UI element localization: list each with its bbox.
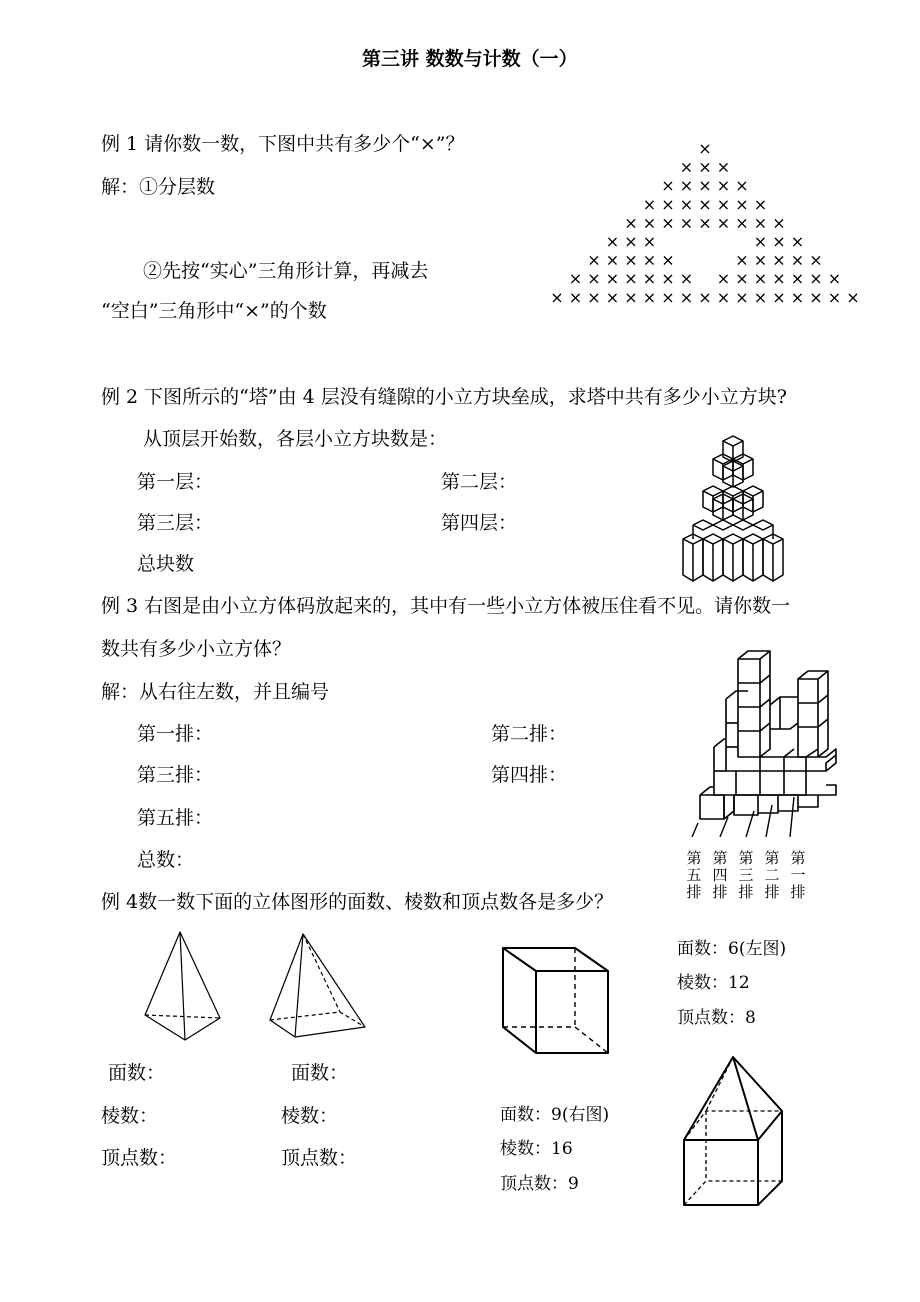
layer1-label: 第一层： — [137, 471, 214, 493]
cross-mark: × — [753, 269, 768, 289]
total-label: 总数： — [137, 849, 195, 871]
cross-mark: × — [753, 232, 768, 251]
cross-mark: × — [735, 213, 749, 233]
cross-mark: × — [735, 250, 749, 270]
cross-mark: × — [587, 269, 601, 289]
cross-mark: × — [698, 287, 712, 307]
cross-mark: × — [735, 269, 749, 289]
cross-mark: × — [642, 213, 657, 233]
cross-mark: × — [679, 269, 694, 289]
cross-mark: × — [735, 287, 749, 307]
cross-mark: × — [661, 287, 675, 307]
cross-mark: × — [679, 176, 694, 196]
shape2-vertices-label: 顶点数： — [281, 1147, 358, 1169]
tower-layer-1 — [723, 436, 743, 462]
cross-mark: × — [661, 194, 675, 214]
page-title: 第三讲 数数与计数（一） — [362, 48, 578, 70]
cross-mark: × — [772, 250, 786, 270]
cross-mark: × — [661, 269, 675, 289]
layer3-label: 第三层： — [137, 512, 214, 534]
example1-solution-step1: 解：①分层数 — [101, 176, 216, 198]
cross-mark: × — [698, 139, 712, 158]
cross-mark: × — [642, 194, 657, 214]
cross-mark: × — [568, 269, 583, 289]
cross-mark: × — [827, 287, 842, 307]
cross-mark: × — [605, 250, 620, 270]
cross-mark: × — [772, 232, 786, 251]
cube-tower-figure — [676, 435, 790, 587]
cross-mark: × — [716, 157, 731, 177]
row-label-1: 第一排 — [790, 849, 806, 901]
cross-mark: × — [624, 250, 638, 270]
cross-mark: × — [661, 213, 675, 233]
cross-mark: × — [716, 213, 731, 233]
cross-mark: × — [790, 269, 805, 289]
cross-mark: × — [716, 176, 731, 196]
cross-triangle-figure — [540, 140, 870, 310]
cross-mark: × — [679, 213, 694, 233]
row3-label: 第三排： — [137, 764, 214, 786]
layer2-label: 第二层： — [441, 471, 518, 493]
cross-mark: × — [642, 269, 657, 289]
cross-mark: × — [605, 269, 620, 289]
cross-mark: × — [716, 194, 731, 214]
row2-label: 第二排： — [491, 723, 568, 745]
row1-label: 第一排： — [137, 723, 214, 745]
total-blocks-label: 总块数 — [137, 553, 195, 575]
cross-mark: × — [587, 250, 601, 270]
row5-label: 第五排： — [137, 807, 214, 829]
cross-mark: × — [605, 232, 620, 251]
triangular-pyramid-figure — [140, 930, 230, 1045]
cross-mark: × — [698, 157, 712, 177]
cross-mark: × — [568, 287, 583, 307]
cross-mark: × — [753, 194, 768, 214]
cross-mark: × — [698, 194, 712, 214]
cross-mark: × — [735, 176, 749, 196]
cube-figure — [500, 945, 615, 1057]
cross-mark: × — [809, 287, 823, 307]
example2-intro: 从顶层开始数，各层小立方块数是： — [143, 428, 448, 450]
cross-mark: × — [753, 287, 768, 307]
cross-mark: × — [624, 269, 638, 289]
cross-mark: × — [661, 250, 675, 270]
square-pyramid-figure — [265, 932, 370, 1042]
cross-mark: × — [753, 213, 768, 233]
cross-mark: × — [809, 250, 823, 270]
cross-mark: × — [605, 287, 620, 307]
cross-mark: × — [790, 232, 805, 251]
cross-mark: × — [809, 269, 823, 289]
cube-edges-text: 棱数：12 — [677, 973, 750, 993]
shape1-edges-label: 棱数： — [101, 1105, 159, 1127]
cross-mark: × — [550, 287, 564, 307]
example4-question: 例 4数一数下面的立体图形的面数、棱数和顶点数各是多少？ — [101, 891, 614, 913]
row-label-3: 第三排 — [738, 849, 754, 901]
cross-mark: × — [624, 213, 638, 233]
row4-label: 第四排： — [491, 764, 568, 786]
cube-vertices-text: 顶点数：8 — [677, 1008, 756, 1028]
example1-solution-step2-cont: “空白”三角形中“×”的个数 — [101, 300, 327, 322]
cross-mark: × — [698, 176, 712, 196]
cross-mark: × — [753, 250, 768, 270]
stacked-cubes-figure — [690, 645, 850, 845]
example3-question-cont: 数共有多少小立方体？ — [101, 638, 292, 660]
cross-mark: × — [846, 287, 860, 307]
shape2-faces-label: 面数： — [291, 1062, 349, 1084]
tower-layer-3 — [703, 486, 763, 520]
cross-mark: × — [661, 176, 675, 196]
row-label-5: 第五排 — [686, 849, 702, 901]
layer4-label: 第四层： — [441, 512, 518, 534]
shape1-vertices-label: 顶点数： — [101, 1147, 178, 1169]
cross-mark: × — [679, 194, 694, 214]
example1-question: 例 1 请你数一数，下图中共有多少个“×”？ — [101, 133, 465, 155]
cross-mark: × — [772, 213, 786, 233]
cross-mark: × — [679, 287, 694, 307]
cross-mark: × — [772, 287, 786, 307]
house-vertices-text: 顶点数：9 — [500, 1174, 579, 1194]
cross-mark: × — [790, 287, 805, 307]
cross-mark: × — [735, 194, 749, 214]
cross-mark: × — [624, 232, 638, 251]
cube-faces-text: 面数：6(左图) — [677, 939, 787, 959]
row-label-4: 第四排 — [712, 849, 728, 901]
cross-mark: × — [642, 232, 657, 251]
cross-mark: × — [827, 269, 842, 289]
example3-solution: 解：从右往左数，并且编号 — [101, 681, 330, 703]
cross-mark: × — [624, 287, 638, 307]
row-label-2: 第二排 — [764, 849, 780, 901]
cross-mark: × — [679, 157, 694, 177]
cross-mark: × — [642, 287, 657, 307]
tower-layer-4 — [683, 520, 783, 581]
cross-mark: × — [587, 287, 601, 307]
cross-mark: × — [716, 287, 731, 307]
cross-mark: × — [698, 213, 712, 233]
cross-mark: × — [716, 269, 731, 289]
example1-solution-step2: ②先按“实心”三角形计算，再减去 — [143, 260, 429, 282]
prism-with-pyramid-figure — [678, 1055, 793, 1210]
cross-mark: × — [772, 269, 786, 289]
shape1-faces-label: 面数： — [108, 1062, 166, 1084]
shape2-edges-label: 棱数： — [281, 1105, 339, 1127]
house-faces-text: 面数：9(右图) — [500, 1105, 610, 1125]
tower-layer-2 — [713, 454, 753, 487]
example2-question: 例 2 下图所示的“塔”由 4 层没有缝隙的小立方块垒成，求塔中共有多少小立方块? — [101, 386, 787, 408]
example3-question: 例 3 右图是由小立方体码放起来的，其中有一些小立方体被压住看不见。请你数一 — [101, 595, 791, 617]
house-edges-text: 棱数：16 — [500, 1139, 573, 1159]
cross-mark: × — [642, 250, 657, 270]
cross-mark: × — [790, 250, 805, 270]
